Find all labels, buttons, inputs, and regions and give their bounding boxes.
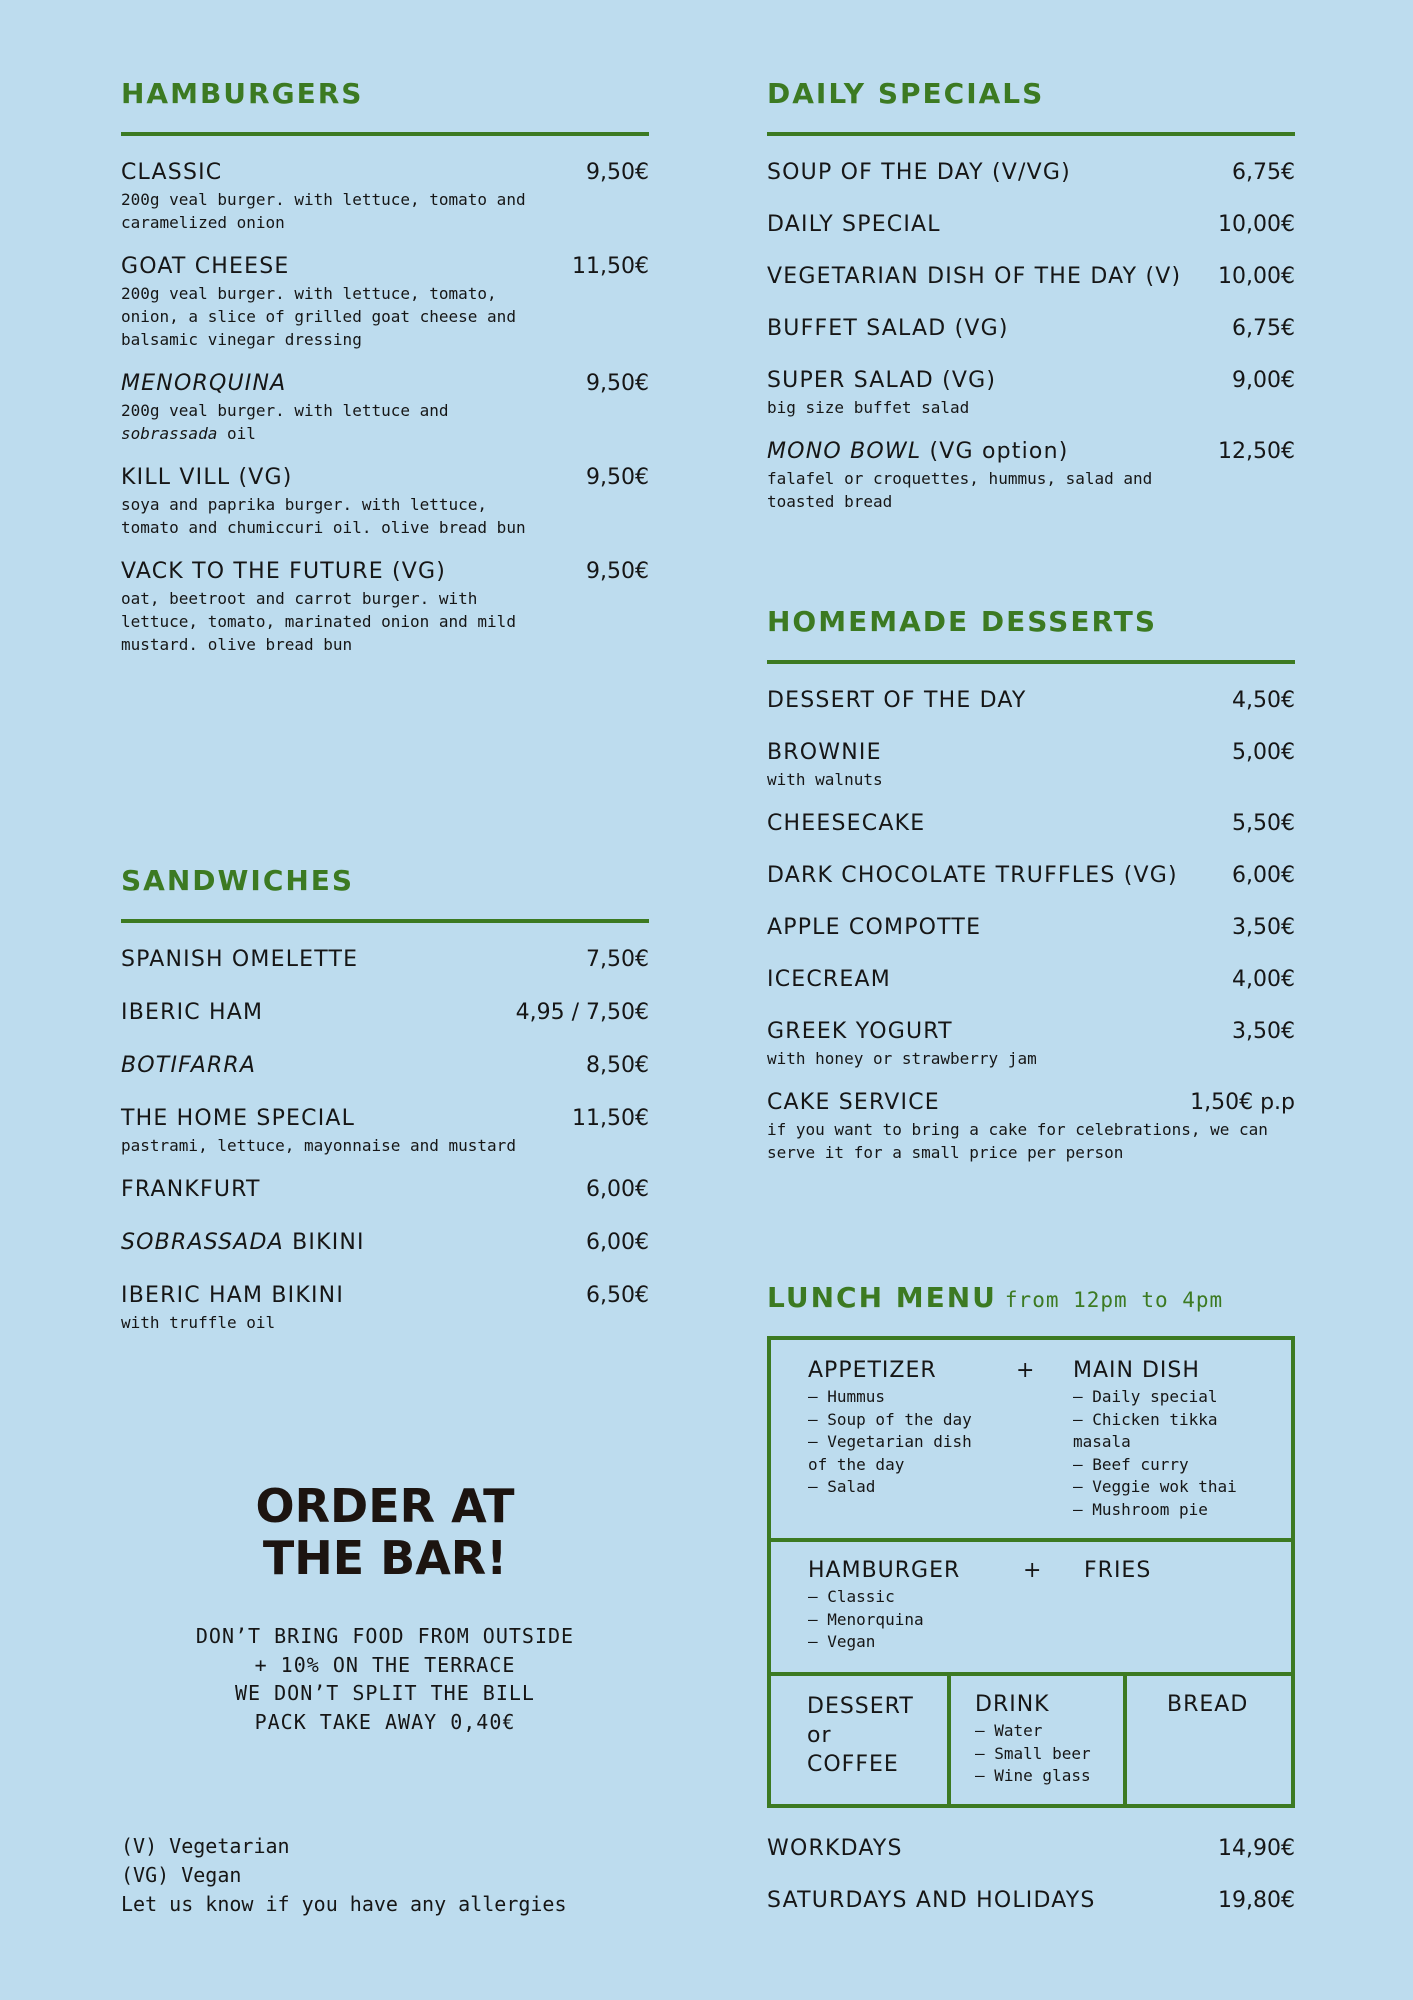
house-rule: WE DON’T SPLIT THE BILL: [235, 1681, 535, 1705]
lunch-row-appetizer-main: [771, 1340, 1291, 1542]
menu-item: [767, 740, 1295, 791]
item-name: BOTIFARRA: [121, 1053, 257, 1078]
house-rule: PACK TAKE AWAY 0,40€: [254, 1709, 516, 1734]
item-name: CLASSIC: [121, 160, 223, 185]
item-name: (VG option): [929, 439, 1069, 464]
list-item: – Beef curry: [1073, 1454, 1189, 1474]
lunch-title: LUNCH MENU: [767, 1281, 997, 1314]
item-description-italic: sobrassada: [121, 424, 218, 443]
item-price: 1,50€ p.p: [1190, 1090, 1295, 1115]
list-item: – Vegan: [808, 1632, 876, 1651]
list-item: – Daily special: [1073, 1387, 1218, 1406]
item-name: SUPER SALAD (VG): [767, 368, 997, 393]
item-name: KILL VILL (VG): [121, 465, 293, 490]
item-description: with honey or strawberry jam: [767, 1049, 1037, 1068]
appetizer-heading: APPETIZER: [808, 1358, 937, 1383]
lunch-menu-section: [767, 1278, 1295, 1318]
list-item: – Wine glass: [975, 1766, 1091, 1785]
item-price: 11,50€: [572, 1106, 649, 1131]
menu-item: [121, 465, 649, 539]
item-price: 4,95 / 7,50€: [515, 1000, 649, 1025]
item-price: 9,00€: [1232, 368, 1295, 393]
list-item: – Menorquina: [808, 1609, 924, 1629]
item-description: [121, 399, 511, 445]
legend-line: (VG) Vegan: [121, 1863, 242, 1887]
bread-cell: [1127, 1676, 1291, 1804]
item-name: ICECREAM: [767, 967, 891, 992]
menu-item: [121, 1283, 649, 1334]
lunch-price-row: [767, 1888, 1295, 1913]
dessert-coffee-heading: [807, 1692, 914, 1779]
house-rule: + 10% ON THE TERRACE: [254, 1652, 516, 1677]
item-name: DESSERT OF THE DAY: [767, 688, 1027, 713]
lunch-row-hamburger: [771, 1542, 1291, 1676]
menu-item: [121, 1000, 649, 1025]
item-price: 5,50€: [1232, 811, 1295, 836]
item-name: THE HOME SPECIAL: [121, 1106, 356, 1131]
item-description-text: 200g veal burger. with lettuce and: [121, 401, 449, 420]
menu-item: [767, 316, 1295, 341]
item-price: 6,50€: [586, 1283, 649, 1308]
item-name-italic: SOBRASSADA: [121, 1230, 284, 1255]
menu-item: [767, 368, 1295, 419]
item-price: 9,50€: [586, 465, 649, 490]
item-name: VACK TO THE FUTURE (VG): [121, 559, 447, 584]
order-title-line: ORDER AT: [255, 1479, 515, 1533]
section-divider: [121, 919, 649, 923]
menu-item: [767, 915, 1295, 940]
item-description: if you want to bring a cake for celebrations, we can serve it for a small price per person: [767, 1120, 1268, 1162]
item-description: with walnuts: [767, 770, 883, 789]
item-name-italic: MONO BOWL: [767, 439, 922, 464]
menu-item: [121, 1230, 649, 1255]
section-divider: [767, 660, 1295, 664]
item-name: SPANISH OMELETTE: [121, 947, 359, 972]
list-item: – Soup of the day: [808, 1409, 972, 1429]
item-name: GREEK YOGURT: [767, 1019, 953, 1044]
dessert-line: or: [807, 1723, 832, 1748]
list-item: – Salad: [808, 1477, 876, 1496]
item-description: big size buffet salad: [767, 398, 970, 417]
list-item: – Water: [975, 1721, 1043, 1740]
menu-item: [767, 1019, 1295, 1070]
menu-item: [767, 264, 1295, 289]
item-name: DARK CHOCOLATE TRUFFLES (VG): [767, 863, 1178, 888]
item-price: 6,75€: [1232, 160, 1295, 185]
list-item: – Hummus: [808, 1387, 886, 1406]
item-price: 11,50€: [572, 254, 649, 279]
item-name: SOUP OF THE DAY (V/VG): [767, 160, 1071, 185]
menu-item: [767, 1090, 1295, 1164]
item-description: with truffle oil: [121, 1313, 276, 1332]
lunch-row-extras: [771, 1676, 1291, 1804]
menu-item: [767, 967, 1295, 992]
menu-item: [121, 1177, 649, 1202]
item-description: 200g veal burger. with lettuce, tomato, onion, a slice of grilled goat cheese and balsamic vinegar dressing: [121, 284, 516, 349]
diet-legend: [121, 1832, 567, 1919]
list-item: – Classic: [808, 1587, 895, 1606]
lunch-price: 19,80€: [1218, 1888, 1295, 1913]
menu-item: [767, 688, 1295, 713]
plus-sign: +: [1016, 1358, 1035, 1383]
menu-item: [121, 371, 649, 445]
lunch-price: 14,90€: [1218, 1836, 1295, 1861]
item-name: IBERIC HAM: [121, 1000, 264, 1025]
section-title: SANDWICHES: [121, 864, 355, 897]
desserts-section: [767, 602, 1295, 1184]
bread-heading: BREAD: [1167, 1692, 1249, 1717]
item-name: CHEESECAKE: [767, 811, 926, 836]
appetizer-list: [808, 1386, 972, 1499]
list-item: – Chicken tikka: [1073, 1409, 1218, 1429]
item-price: 6,00€: [586, 1177, 649, 1202]
section-divider: [121, 132, 649, 136]
item-price: 9,50€: [586, 559, 649, 584]
menu-item: [121, 1053, 649, 1078]
lunch-price-label: WORKDAYS: [767, 1836, 903, 1861]
item-price: 4,00€: [1232, 967, 1295, 992]
item-price: 6,00€: [586, 1230, 649, 1255]
item-description: 200g veal burger. with lettuce, tomato and caramelized onion: [121, 190, 526, 232]
item-price: 6,75€: [1232, 316, 1295, 341]
item-description: falafel or croquettes, hummus, salad and toasted bread: [767, 469, 1153, 511]
dessert-line: COFFEE: [807, 1752, 899, 1777]
lunch-hours: from 12pm to 4pm: [1004, 1288, 1224, 1312]
fries-heading: FRIES: [1084, 1558, 1152, 1583]
list-item: – Vegetarian dish: [808, 1432, 972, 1451]
menu-item: [121, 160, 649, 234]
drink-heading: DRINK: [975, 1692, 1050, 1717]
lunch-menu-box: [767, 1336, 1295, 1808]
menu-item: [767, 811, 1295, 836]
item-price: 9,50€: [586, 371, 649, 396]
list-item: – Small beer: [975, 1743, 1091, 1763]
hamburger-heading: HAMBURGER: [808, 1558, 961, 1583]
lunch-price-row: [767, 1836, 1295, 1861]
section-title: [767, 1278, 1295, 1318]
dessert-line: DESSERT: [807, 1694, 914, 1719]
item-description: soya and paprika burger. with lettuce, tomato and chumiccuri oil. olive bread bun: [121, 495, 526, 537]
item-name: FRANKFURT: [121, 1177, 261, 1202]
item-description: oat, beetroot and carrot burger. with lettuce, tomato, marinated onion and mild mustard. olive bread bun: [121, 589, 516, 654]
menu-item: [767, 863, 1295, 888]
item-price: 7,50€: [586, 947, 649, 972]
section-title: HAMBURGERS: [121, 77, 364, 110]
menu-item: [767, 160, 1295, 185]
item-name: DAILY SPECIAL: [767, 212, 941, 237]
item-description: pastrami, lettuce, mayonnaise and mustard: [121, 1136, 516, 1155]
daily-specials-section: [767, 74, 1295, 533]
item-name: MENORQUINA: [121, 371, 287, 396]
item-price: 10,00€: [1218, 212, 1295, 237]
item-price: 10,00€: [1218, 264, 1295, 289]
dessert-coffee-cell: [771, 1676, 951, 1804]
legend-line: Let us know if you have any allergies: [121, 1892, 567, 1916]
menu-item: [121, 559, 649, 656]
item-name: CAKE SERVICE: [767, 1090, 940, 1115]
item-name: BROWNIE: [767, 740, 882, 765]
hamburgers-section: [121, 74, 649, 676]
list-item: – Veggie wok thai: [1073, 1477, 1237, 1496]
menu-item: [767, 439, 1295, 513]
item-price: 8,50€: [586, 1053, 649, 1078]
item-name: APPLE COMPOTTE: [767, 915, 982, 940]
order-title-line: THE BAR!: [262, 1531, 508, 1585]
plus-sign: +: [1023, 1558, 1042, 1583]
menu-item: [121, 254, 649, 351]
item-price: 12,50€: [1218, 439, 1295, 464]
section-title: HOMEMADE DESSERTS: [767, 605, 1158, 638]
item-price: 6,00€: [1232, 863, 1295, 888]
legend-line: (V) Vegetarian: [121, 1834, 290, 1858]
item-name: GOAT CHEESE: [121, 254, 290, 279]
drink-cell: [951, 1676, 1127, 1804]
item-price: 9,50€: [586, 160, 649, 185]
order-title: [121, 1480, 649, 1584]
order-at-bar-notice: [121, 1480, 649, 1736]
lunch-price-label: SATURDAYS AND HOLIDAYS: [767, 1888, 1096, 1913]
item-price: 3,50€: [1232, 915, 1295, 940]
section-divider: [767, 132, 1295, 136]
house-rules: [121, 1622, 649, 1736]
hamburger-list: [808, 1586, 924, 1654]
house-rule: DON’T BRING FOOD FROM OUTSIDE: [195, 1624, 575, 1648]
menu-item: [121, 1106, 649, 1157]
main-dish-list: [1073, 1386, 1237, 1521]
item-name: VEGETARIAN DISH OF THE DAY (V): [767, 264, 1182, 289]
list-item: masala: [1073, 1432, 1131, 1451]
item-description-text: oil: [226, 424, 256, 443]
section-title: DAILY SPECIALS: [767, 77, 1045, 110]
item-name: BUFFET SALAD (VG): [767, 316, 1009, 341]
menu-item: [121, 947, 649, 972]
item-price: 3,50€: [1232, 1019, 1295, 1044]
item-price: 4,50€: [1232, 688, 1295, 713]
drink-list: [975, 1720, 1091, 1788]
item-price: 5,00€: [1232, 740, 1295, 765]
sandwiches-section: [121, 861, 649, 1354]
menu-item: [767, 212, 1295, 237]
item-name: IBERIC HAM BIKINI: [121, 1283, 345, 1308]
item-name: BIKINI: [292, 1230, 365, 1255]
list-item: – Mushroom pie: [1073, 1499, 1208, 1519]
main-dish-heading: MAIN DISH: [1073, 1358, 1200, 1383]
list-item: of the day: [808, 1454, 905, 1474]
